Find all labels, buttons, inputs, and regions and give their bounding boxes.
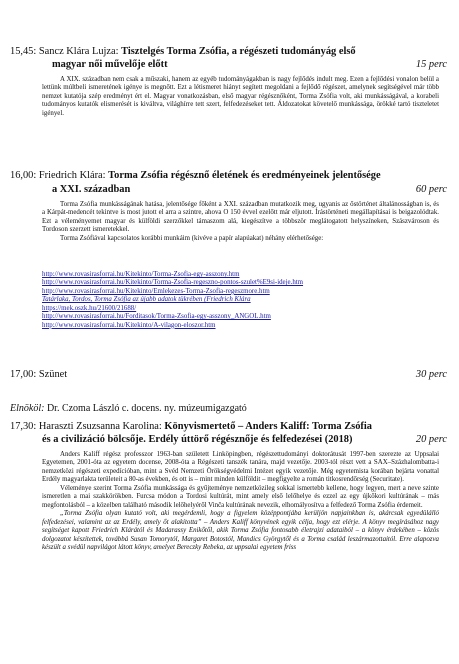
entry-duration: 20 perc [415, 434, 447, 445]
break-label: Szünet [38, 369, 68, 380]
entry-heading [10, 421, 450, 434]
entry-time: 15,45: [10, 46, 37, 57]
entry-title: Tisztelgés Torma Zsófia, a régészeti tudományág első [121, 46, 356, 57]
entry-duration: 30 perc [415, 369, 447, 380]
reference-link[interactable]: http://www.rovasirasforrai.hu/Forditasok/Torma-Zsofia-egy-asszony_ANGOL.htm [42, 313, 271, 321]
entry-time: 17,30: [10, 421, 37, 432]
abstract-paragraph: Torma Zsófiával kapcsolatos korábbi munkáim (kivéve a papír alapúakat) néhány elérhetősége: [60, 234, 324, 242]
entry-time: 16,00: [10, 170, 37, 181]
reference-link[interactable]: http://www.rovasirasforrai.hu/Kitekinto/Torma-Zsofia-regeszno-pontos-szulet%E9si-ideje.htm [42, 279, 304, 287]
reference-link[interactable]: http://www.rovasirasforrai.hu/Kitekinto/Torma-Zsofia-egy-asszony.htm [42, 271, 240, 278]
entry-time: 17,00: [10, 369, 37, 380]
entry-heading-line2 [52, 59, 412, 72]
abstract-paragraph: Anders Kaliff régész professzor 1963-ban született Linköpingben, régészettudományi doktorátusát 1997-ben szerezte az Uppsalai Egyetemen, 2001-óta az egyetem docense, 2008-óta a Régészeti tanszék tanára, majd vezetője. 2003-tól részt vett a SAX–Százhalombatta-i nemzetközi régészeti expedícióban, mint a Svéd Nemzeti Örökségvédelmi Intézet egyik vezetője. Még egyetemista korában bejárta vonattal Erdély magyarlakta területeit a 80-as években, és ott is – mint minden külföldit – megfigyelte a román titkosrendőrség (Securitate). [42, 451, 439, 484]
entry-heading-line2 [42, 434, 412, 447]
reference-link[interactable]: http://www.rovasirasforrai.hu/Kitekinto/Emlekezes-Torma-Zsofia-regeszmore.htm [42, 287, 270, 295]
entry-heading [10, 170, 440, 183]
entry-duration: 60 perc [415, 184, 447, 195]
entry-speaker: Sancz Klára Lujza: [38, 46, 119, 57]
break-heading [10, 369, 67, 380]
entry-heading-line2 [52, 184, 412, 197]
entry-title-cont: a XXI. században [52, 184, 131, 195]
entry-abstract [42, 76, 439, 118]
entry-abstract [42, 451, 439, 552]
entry-title: Torma Zsófia régésznő életének és eredményeinek jelentősége [108, 170, 381, 181]
entry-duration: 15 perc [415, 59, 447, 70]
reference-link[interactable]: Tatárlaka, Tordos, Torma Zsófia az újabb adatok tükrében (Friedrich Klára [42, 296, 251, 304]
session-chair [10, 403, 247, 414]
entry-speaker: Friedrich Klára: [38, 170, 106, 181]
entry-speaker: Haraszti Zsuzsanna Karolina: [38, 421, 162, 432]
entry-title: Könyvismertető – Anders Kaliff: Torma Zsófia [164, 421, 372, 432]
chair-name: Dr. Czoma László c. docens. ny. múzeumigazgató [46, 403, 247, 414]
link-list [42, 271, 439, 330]
entry-title-cont: és a civilizáció bölcsője. Erdély úttörő régésznője és felfedezései (2018) [42, 434, 353, 445]
abstract-paragraph: „Torma Zsófia olyan kutató volt, aki megérdemli, hogy a figyelem középpontjába kerüljön napjainkban is, akárcsak egyedülálló felfedezései, valamint az az Erdély, amely őt alakította” – Anders Kaliff könyvének egyik célja, hogy ezt elérje. A könyv megírásához nagy segítséget kapott Friedrich Klárától és Madarassy Enikőtől, akik Torma Zsófia fontosabb életrajzi adataiból – a könyv érdekében – közös dolgozatot készítettek, továbbá Susan Tomorytól, Margaret Botostól, Mandics Györgytől és a Torma család leszármazottaitól. Erre alapozva készült a svédül napvilágot látott könyv, amelyet Bereczky Rebeka, az uppsalai egyetem friss [42, 510, 439, 551]
chair-label: Elnököl: [10, 403, 45, 414]
abstract-paragraph: Torma Zsófia munkásságának hatása, jelentősége főként a XXI. században mutatkozik meg, ugyanis az őstörténet általánosságban is, és a Kárpát-medencét tekintve is most jutott el arra a szintre, ahova O 150 évvel ezelőtt már eljutott. Írástörténeti megállapításai is beigazolódtak. Ezt a véleményemet magyar és külföldi szerzőkkel támaszom alá, kiegészítve a többször meglátogatott helyszíneken, Szászvároson és Tordoson szerzett ismeretekkel. [42, 201, 439, 234]
abstract-paragraph: Véleménye szerint Torma Zsófia munkássága és gyűjteménye nemzetközileg sokkal ismertebb kellene, hogy legyen, mert a neve szinte ismeretlen a mai szakkörökben. Furcsa módon a Tordosi kultúrát, mint amely első lelőhelye és ezzel az egy újkőkori kultúrának – más megfontolásból – a közelben található második lelőhelyéről Vinča kultúrának nevezik, elhomályosítva a felfedező Torma Zsófia érdemeit. [42, 484, 439, 509]
reference-link[interactable]: https://mek.oszk.hu/21600/21688/ [42, 304, 137, 312]
entry-title-cont: magyar női művelője előtt [52, 59, 168, 70]
reference-link[interactable]: http://www.rovasirasforrai.hu/Kitekinto/A-vilagon-eloszor.htm [42, 321, 216, 329]
entry-heading [10, 46, 420, 59]
entry-abstract [42, 201, 439, 243]
abstract-paragraph: A XIX. században nem csak a műszaki, hanem az egyéb tudományágakban is nagy fejlődés indult meg. Ezen a fejlődési vonalon belül a lettünk múltbeli ismeretének igénye is megnőtt. Ezt a létismeret hiányt segített megoldani a fejlődő régészet, amelynek segítségével már több nemzet kutatója szép eredményt ért el. Magyar vonatkozásban, első magyar régésznőként, Torma Zsófia volt, aki munkásságával, a korabeli tudományos kutatók elismerését is kiváltva, világhírre tett szert, felfedezéseket tett. Áldozatokat követelő munkássága, örökké tartó tiszteletet igényel. [42, 76, 439, 117]
